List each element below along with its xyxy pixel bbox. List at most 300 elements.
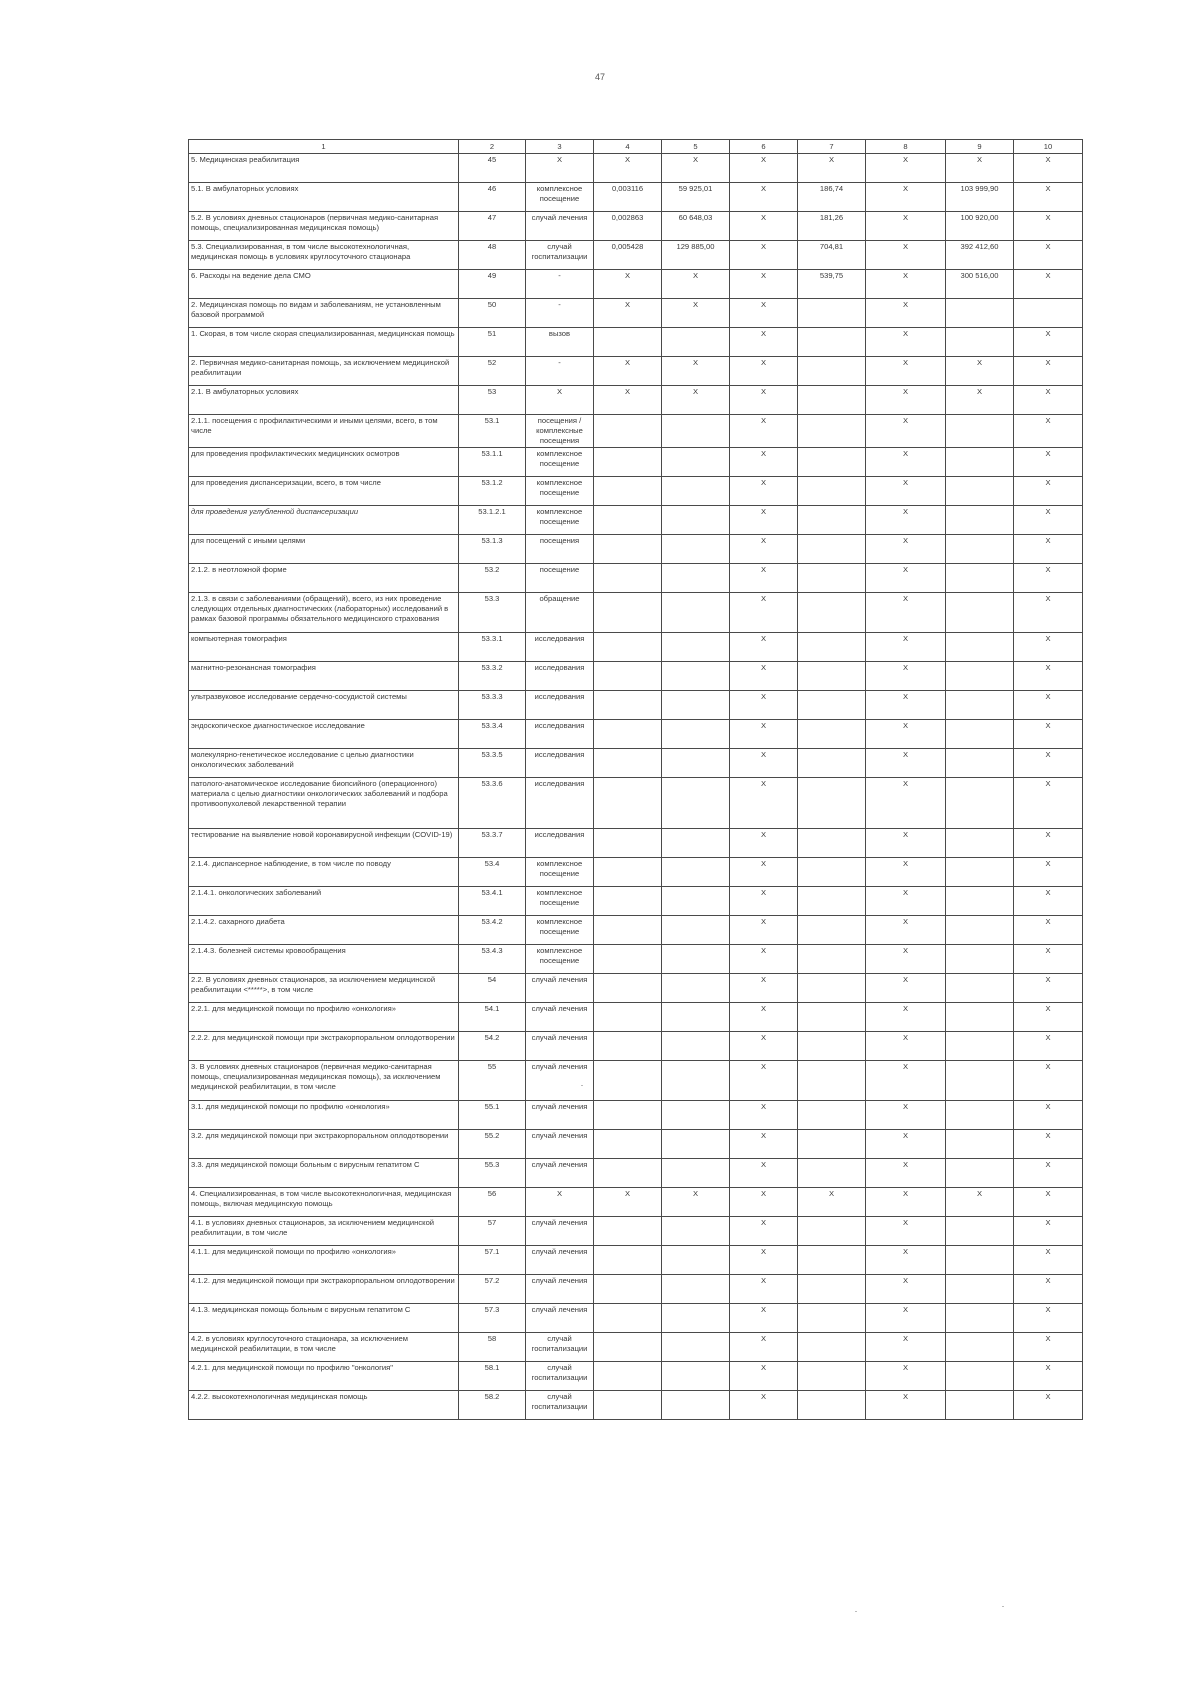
col4-cell	[594, 1275, 662, 1304]
table-row	[189, 241, 1083, 270]
col8-cell: Х	[866, 887, 946, 916]
scan-speck	[581, 1085, 583, 1086]
col9-cell	[946, 1003, 1014, 1032]
col9-cell: 100 920,00	[946, 212, 1014, 241]
col6-cell: Х	[730, 662, 798, 691]
col10-cell: Х	[1014, 1003, 1083, 1032]
col5-cell: Х	[662, 1188, 730, 1217]
col7-cell	[798, 633, 866, 662]
col7-cell	[798, 593, 866, 633]
col5-cell	[662, 1362, 730, 1391]
col4-cell	[594, 1362, 662, 1391]
col5-cell	[662, 858, 730, 887]
col8-cell: Х	[866, 1130, 946, 1159]
unit-cell: исследования	[526, 829, 594, 858]
col7-cell	[798, 1061, 866, 1101]
col6-cell: Х	[730, 1130, 798, 1159]
col5-cell: 129 885,00	[662, 241, 730, 270]
col7-cell	[798, 415, 866, 448]
col7-cell	[798, 945, 866, 974]
col10-cell: Х	[1014, 448, 1083, 477]
row-code-cell: 52	[459, 357, 526, 386]
col7-cell	[798, 328, 866, 357]
row-name-cell: 4.1. в условиях дневных стационаров, за исключением медицинской реабилитации, в том числе	[189, 1217, 459, 1246]
col5-cell: Х	[662, 386, 730, 415]
row-name-cell: для посещений с иными целями	[189, 535, 459, 564]
col4-cell	[594, 974, 662, 1003]
row-name-cell: 6. Расходы на ведение дела СМО	[189, 270, 459, 299]
col6-cell: Х	[730, 1246, 798, 1275]
unit-cell: случай лечения	[526, 1061, 594, 1101]
row-name-cell: 2.1.3. в связи с заболеваниями (обращений), всего, из них проведение следующих отдельных диагностических (лабораторных) исследований в рамках базовой программы обязательного медицинского страхования	[189, 593, 459, 633]
row-code-cell: 53.4.3	[459, 945, 526, 974]
col9-cell	[946, 974, 1014, 1003]
col9-cell	[946, 1061, 1014, 1101]
row-code-cell: 55.1	[459, 1101, 526, 1130]
unit-cell: -	[526, 299, 594, 328]
col7-cell	[798, 1130, 866, 1159]
table-row	[189, 1217, 1083, 1246]
header-row	[189, 140, 1083, 154]
col7-cell: 704,81	[798, 241, 866, 270]
col4-cell: Х	[594, 270, 662, 299]
row-code-cell: 57.3	[459, 1304, 526, 1333]
scan-speck	[1002, 1606, 1004, 1607]
col4-cell	[594, 662, 662, 691]
col4-cell	[594, 633, 662, 662]
col6-cell: Х	[730, 916, 798, 945]
table-row	[189, 1246, 1083, 1275]
col8-cell: Х	[866, 720, 946, 749]
col6-cell: Х	[730, 299, 798, 328]
row-name-cell: 4.2.2. высокотехнологичная медицинская помощь	[189, 1391, 459, 1420]
unit-cell: Х	[526, 1188, 594, 1217]
col4-cell: Х	[594, 386, 662, 415]
unit-cell: случай лечения	[526, 1159, 594, 1188]
unit-cell: исследования	[526, 691, 594, 720]
row-code-cell: 48	[459, 241, 526, 270]
col10-cell: Х	[1014, 1032, 1083, 1061]
unit-cell: случай лечения	[526, 1217, 594, 1246]
col4-cell	[594, 1159, 662, 1188]
col10-cell: Х	[1014, 1217, 1083, 1246]
col6-cell: Х	[730, 212, 798, 241]
col10-cell: Х	[1014, 183, 1083, 212]
col10-cell: Х	[1014, 270, 1083, 299]
unit-cell: Х	[526, 154, 594, 183]
col8-cell: Х	[866, 535, 946, 564]
col7-cell: 181,26	[798, 212, 866, 241]
col10-cell: Х	[1014, 1101, 1083, 1130]
col9-cell	[946, 829, 1014, 858]
column-header: 3	[526, 140, 594, 154]
row-name-cell: магнитно-резонансная томография	[189, 662, 459, 691]
col7-cell	[798, 1217, 866, 1246]
col6-cell: Х	[730, 535, 798, 564]
unit-cell: случай лечения	[526, 1101, 594, 1130]
row-name-cell: ультразвуковое исследование сердечно-сосудистой системы	[189, 691, 459, 720]
col10-cell: Х	[1014, 154, 1083, 183]
col7-cell	[798, 1391, 866, 1420]
col10-cell: Х	[1014, 1188, 1083, 1217]
col6-cell: Х	[730, 1188, 798, 1217]
col10-cell: Х	[1014, 1333, 1083, 1362]
row-code-cell: 57	[459, 1217, 526, 1246]
col5-cell	[662, 974, 730, 1003]
col9-cell: Х	[946, 154, 1014, 183]
unit-cell: -	[526, 270, 594, 299]
col5-cell	[662, 535, 730, 564]
col9-cell	[946, 1130, 1014, 1159]
col6-cell: Х	[730, 448, 798, 477]
col4-cell: Х	[594, 299, 662, 328]
row-code-cell: 53.1.2	[459, 477, 526, 506]
col9-cell	[946, 633, 1014, 662]
row-code-cell: 53.4.1	[459, 887, 526, 916]
col6-cell: Х	[730, 241, 798, 270]
col4-cell: 0,005428	[594, 241, 662, 270]
col9-cell: Х	[946, 386, 1014, 415]
col6-cell: Х	[730, 1032, 798, 1061]
col7-cell	[798, 1159, 866, 1188]
col5-cell	[662, 1101, 730, 1130]
col6-cell: Х	[730, 477, 798, 506]
col7-cell: Х	[798, 1188, 866, 1217]
col4-cell	[594, 1003, 662, 1032]
data-table	[188, 139, 1083, 1420]
row-code-cell: 56	[459, 1188, 526, 1217]
col6-cell: Х	[730, 1391, 798, 1420]
col10-cell: Х	[1014, 241, 1083, 270]
col10-cell: Х	[1014, 328, 1083, 357]
row-name-cell: молекулярно-генетическое исследование с целью диагностики онкологических заболеваний	[189, 749, 459, 778]
row-name-cell: 2.1.1. посещения с профилактическими и иными целями, всего, в том числе	[189, 415, 459, 448]
row-name-cell: 2.2.1. для медицинской помощи по профилю «онкология»	[189, 1003, 459, 1032]
unit-cell: случай лечения	[526, 1032, 594, 1061]
row-code-cell: 53.3.3	[459, 691, 526, 720]
col9-cell	[946, 1275, 1014, 1304]
col8-cell: Х	[866, 1304, 946, 1333]
col8-cell: Х	[866, 662, 946, 691]
col7-cell	[798, 829, 866, 858]
row-name-cell: 5. Медицинская реабилитация	[189, 154, 459, 183]
row-name-cell: 2.1.4.2. сахарного диабета	[189, 916, 459, 945]
col5-cell	[662, 506, 730, 535]
col10-cell: Х	[1014, 1130, 1083, 1159]
row-name-cell: 2.1.4. диспансерное наблюдение, в том числе по поводу	[189, 858, 459, 887]
col8-cell: Х	[866, 1061, 946, 1101]
row-code-cell: 53.1	[459, 415, 526, 448]
col10-cell: Х	[1014, 633, 1083, 662]
col10-cell: Х	[1014, 477, 1083, 506]
col6-cell: Х	[730, 829, 798, 858]
col9-cell	[946, 1101, 1014, 1130]
col9-cell	[946, 448, 1014, 477]
col8-cell: Х	[866, 1333, 946, 1362]
unit-cell: случай лечения	[526, 1003, 594, 1032]
row-name-cell: патолого-анатомическое исследование биопсийного (операционного) материала с целью диагностики онкологических заболеваний и подбора противоопухолевой лекарственной терапии	[189, 778, 459, 829]
col5-cell	[662, 1032, 730, 1061]
row-name-cell: 4.2. в условиях круглосуточного стационара, за исключением медицинской реабилитации, в том числе	[189, 1333, 459, 1362]
column-header: 4	[594, 140, 662, 154]
row-name-cell: 2. Медицинская помощь по видам и заболеваниям, не установленным базовой программой	[189, 299, 459, 328]
col10-cell: Х	[1014, 662, 1083, 691]
col8-cell: Х	[866, 778, 946, 829]
col9-cell: 300 516,00	[946, 270, 1014, 299]
col7-cell	[798, 1246, 866, 1275]
row-code-cell: 53.1.2.1	[459, 506, 526, 535]
col6-cell: Х	[730, 183, 798, 212]
col10-cell: Х	[1014, 749, 1083, 778]
col5-cell: Х	[662, 299, 730, 328]
row-code-cell: 51	[459, 328, 526, 357]
unit-cell: случай лечения	[526, 212, 594, 241]
col10-cell: Х	[1014, 386, 1083, 415]
col9-cell	[946, 477, 1014, 506]
col4-cell	[594, 720, 662, 749]
unit-cell: случай госпитализации	[526, 1391, 594, 1420]
row-code-cell: 53.4	[459, 858, 526, 887]
table-row	[189, 448, 1083, 477]
row-name-cell: 3. В условиях дневных стационаров (первичная медико-санитарная помощь, специализированная медицинская помощь), за исключением медицинской реабилитации, в том числе	[189, 1061, 459, 1101]
col9-cell: 392 412,60	[946, 241, 1014, 270]
row-name-cell: для проведения профилактических медицинских осмотров	[189, 448, 459, 477]
col6-cell: Х	[730, 415, 798, 448]
row-name-cell: 4.1.2. для медицинской помощи при экстракорпоральном оплодотворении	[189, 1275, 459, 1304]
unit-cell: комплексное посещение	[526, 945, 594, 974]
col8-cell: Х	[866, 829, 946, 858]
unit-cell: исследования	[526, 749, 594, 778]
col5-cell	[662, 1333, 730, 1362]
col6-cell: Х	[730, 1061, 798, 1101]
table-row	[189, 299, 1083, 328]
col8-cell: Х	[866, 1032, 946, 1061]
col8-cell: Х	[866, 415, 946, 448]
col9-cell	[946, 887, 1014, 916]
col6-cell: Х	[730, 506, 798, 535]
col10-cell: Х	[1014, 535, 1083, 564]
unit-cell: случай лечения	[526, 974, 594, 1003]
col9-cell: 103 999,90	[946, 183, 1014, 212]
col8-cell: Х	[866, 593, 946, 633]
col7-cell	[798, 477, 866, 506]
row-code-cell: 58.1	[459, 1362, 526, 1391]
col8-cell: Х	[866, 564, 946, 593]
table-row	[189, 212, 1083, 241]
table-row	[189, 535, 1083, 564]
col4-cell	[594, 1101, 662, 1130]
column-header: 1	[189, 140, 459, 154]
col9-cell	[946, 1159, 1014, 1188]
col8-cell: Х	[866, 1246, 946, 1275]
col4-cell: Х	[594, 357, 662, 386]
col9-cell	[946, 1217, 1014, 1246]
table-row	[189, 183, 1083, 212]
col8-cell: Х	[866, 241, 946, 270]
col7-cell	[798, 506, 866, 535]
col8-cell: Х	[866, 691, 946, 720]
table-row	[189, 887, 1083, 916]
col4-cell	[594, 858, 662, 887]
col6-cell: Х	[730, 720, 798, 749]
col9-cell	[946, 415, 1014, 448]
col9-cell	[946, 506, 1014, 535]
col9-cell	[946, 945, 1014, 974]
col10-cell: Х	[1014, 1391, 1083, 1420]
row-name-cell: эндоскопическое диагностическое исследование	[189, 720, 459, 749]
col7-cell	[798, 535, 866, 564]
row-code-cell: 54.1	[459, 1003, 526, 1032]
table-row	[189, 1188, 1083, 1217]
col7-cell	[798, 887, 866, 916]
col5-cell	[662, 1130, 730, 1159]
row-code-cell: 57.1	[459, 1246, 526, 1275]
col7-cell	[798, 1333, 866, 1362]
table-row	[189, 415, 1083, 448]
row-name-cell: 2.2.2. для медицинской помощи при экстракорпоральном оплодотворении	[189, 1032, 459, 1061]
unit-cell: комплексное посещение	[526, 858, 594, 887]
col5-cell	[662, 778, 730, 829]
row-code-cell: 53.3.5	[459, 749, 526, 778]
col5-cell	[662, 593, 730, 633]
row-code-cell: 53.2	[459, 564, 526, 593]
row-name-cell: 4. Специализированная, в том числе высокотехнологичная, медицинская помощь, включая медицинскую помощь	[189, 1188, 459, 1217]
col9-cell	[946, 662, 1014, 691]
row-code-cell: 54	[459, 974, 526, 1003]
col4-cell: 0,003116	[594, 183, 662, 212]
scan-speck	[855, 1611, 857, 1612]
row-name-cell: компьютерная томография	[189, 633, 459, 662]
col6-cell: Х	[730, 1101, 798, 1130]
col10-cell: Х	[1014, 1362, 1083, 1391]
unit-cell: исследования	[526, 662, 594, 691]
col4-cell	[594, 691, 662, 720]
col8-cell: Х	[866, 270, 946, 299]
col8-cell: Х	[866, 749, 946, 778]
row-code-cell: 57.2	[459, 1275, 526, 1304]
col5-cell	[662, 1217, 730, 1246]
table-row	[189, 1032, 1083, 1061]
col4-cell	[594, 328, 662, 357]
col8-cell: Х	[866, 633, 946, 662]
column-header: 9	[946, 140, 1014, 154]
col9-cell	[946, 749, 1014, 778]
col4-cell	[594, 593, 662, 633]
col5-cell	[662, 749, 730, 778]
col7-cell	[798, 691, 866, 720]
col5-cell	[662, 1246, 730, 1275]
row-name-cell: 2. Первичная медико-санитарная помощь, за исключением медицинской реабилитации	[189, 357, 459, 386]
col9-cell	[946, 1362, 1014, 1391]
col10-cell: Х	[1014, 212, 1083, 241]
col8-cell: Х	[866, 916, 946, 945]
row-code-cell: 53.3	[459, 593, 526, 633]
row-code-cell: 58.2	[459, 1391, 526, 1420]
table-row	[189, 357, 1083, 386]
col10-cell	[1014, 299, 1083, 328]
col7-cell: Х	[798, 154, 866, 183]
row-code-cell: 55.3	[459, 1159, 526, 1188]
col10-cell: Х	[1014, 778, 1083, 829]
row-name-cell: 2.1.2. в неотложной форме	[189, 564, 459, 593]
row-name-cell: 2.1.4.1. онкологических заболеваний	[189, 887, 459, 916]
col5-cell	[662, 691, 730, 720]
col9-cell	[946, 1391, 1014, 1420]
col4-cell	[594, 1130, 662, 1159]
row-code-cell: 53.3.6	[459, 778, 526, 829]
unit-cell: комплексное посещение	[526, 183, 594, 212]
unit-cell: вызов	[526, 328, 594, 357]
table-row	[189, 270, 1083, 299]
table-row	[189, 662, 1083, 691]
row-code-cell: 58	[459, 1333, 526, 1362]
column-header: 5	[662, 140, 730, 154]
col9-cell	[946, 593, 1014, 633]
col8-cell: Х	[866, 974, 946, 1003]
unit-cell: исследования	[526, 633, 594, 662]
page-number: 47	[594, 72, 605, 82]
unit-cell: комплексное посещение	[526, 887, 594, 916]
row-name-cell: для проведения диспансеризации, всего, в том числе	[189, 477, 459, 506]
col9-cell: Х	[946, 1188, 1014, 1217]
row-name-cell: для проведения углубленной диспансеризации	[189, 506, 459, 535]
column-header: 7	[798, 140, 866, 154]
col10-cell: Х	[1014, 858, 1083, 887]
col7-cell	[798, 1032, 866, 1061]
column-header: 6	[730, 140, 798, 154]
col6-cell: Х	[730, 1362, 798, 1391]
table-row	[189, 564, 1083, 593]
col4-cell	[594, 1304, 662, 1333]
row-name-cell: 2.1. В амбулаторных условиях	[189, 386, 459, 415]
col8-cell: Х	[866, 506, 946, 535]
col6-cell: Х	[730, 1003, 798, 1032]
col6-cell: Х	[730, 1275, 798, 1304]
table-row	[189, 593, 1083, 633]
table-row	[189, 1333, 1083, 1362]
table-row	[189, 1101, 1083, 1130]
col10-cell: Х	[1014, 1304, 1083, 1333]
col4-cell	[594, 415, 662, 448]
column-header: 2	[459, 140, 526, 154]
col8-cell: Х	[866, 386, 946, 415]
col6-cell: Х	[730, 691, 798, 720]
table-row	[189, 916, 1083, 945]
col5-cell	[662, 633, 730, 662]
unit-cell: обращение	[526, 593, 594, 633]
row-code-cell: 49	[459, 270, 526, 299]
col7-cell	[798, 357, 866, 386]
col8-cell: Х	[866, 1101, 946, 1130]
col4-cell: Х	[594, 1188, 662, 1217]
col7-cell	[798, 1304, 866, 1333]
col8-cell: Х	[866, 945, 946, 974]
col5-cell	[662, 916, 730, 945]
col7-cell	[798, 564, 866, 593]
col9-cell	[946, 691, 1014, 720]
row-name-cell: 1. Скорая, в том числе скорая специализированная, медицинская помощь	[189, 328, 459, 357]
table-row	[189, 477, 1083, 506]
row-name-cell: 2.2. В условиях дневных стационаров, за исключением медицинской реабилитации <*****>, в том числе	[189, 974, 459, 1003]
row-code-cell: 50	[459, 299, 526, 328]
table-row	[189, 749, 1083, 778]
table-row	[189, 1275, 1083, 1304]
col4-cell	[594, 778, 662, 829]
col8-cell: Х	[866, 1188, 946, 1217]
col6-cell: Х	[730, 593, 798, 633]
table-row	[189, 974, 1083, 1003]
row-code-cell: 53.1.3	[459, 535, 526, 564]
